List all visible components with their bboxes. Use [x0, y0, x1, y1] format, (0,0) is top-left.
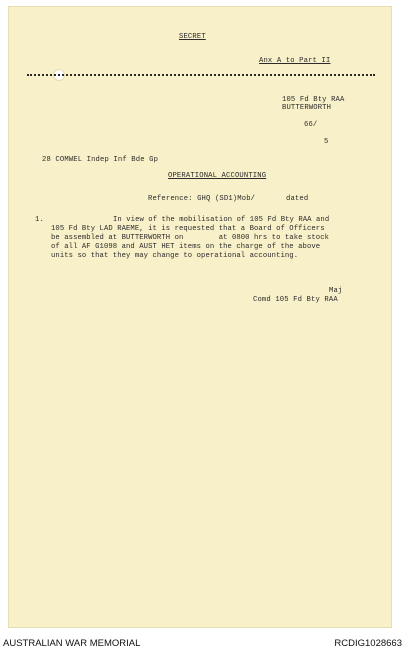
body-line: 105 Fd Bty LAD RAEME, it is requested that a Board of Officers [51, 225, 325, 233]
paragraph-number: 1. [35, 216, 44, 224]
from-unit: 105 Fd Bty RAA [282, 96, 345, 104]
page-number: 5 [324, 138, 329, 146]
body-line: of all AF G1098 and AUST HET items on the charge of the above [51, 243, 321, 251]
archive-id: RCDIG1028663 [334, 638, 402, 649]
annex-label: Anx A to Part II [259, 57, 331, 65]
reference-line: Reference: GHQ (SD1)Mob/ [148, 195, 256, 203]
subject-heading: OPERATIONAL ACCOUNTING [168, 172, 267, 180]
body-line: be assembled at BUTTERWORTH on at 0800 hrs to take stock [51, 234, 330, 242]
body-line: In view of the mobilisation of 105 Fd Bty RAA and [113, 216, 330, 224]
archive-footer [0, 634, 405, 653]
archive-name: AUSTRALIAN WAR MEMORIAL [3, 638, 141, 649]
reference-number: 66/ [304, 121, 318, 129]
separator-dotted-line [27, 74, 375, 76]
body-line: units so that they may change to operational accounting. [51, 252, 299, 260]
addressee: 28 COMWEL Indep Inf Bde Gp [42, 156, 159, 164]
classification-header: SECRET [179, 33, 206, 41]
dated-label: dated [286, 195, 309, 203]
signature-title: Comd 105 Fd Bty RAA [253, 296, 338, 304]
body-paragraph [51, 216, 371, 261]
signature-rank: Maj [329, 287, 343, 295]
from-location: BUTTERWORTH [282, 104, 332, 112]
